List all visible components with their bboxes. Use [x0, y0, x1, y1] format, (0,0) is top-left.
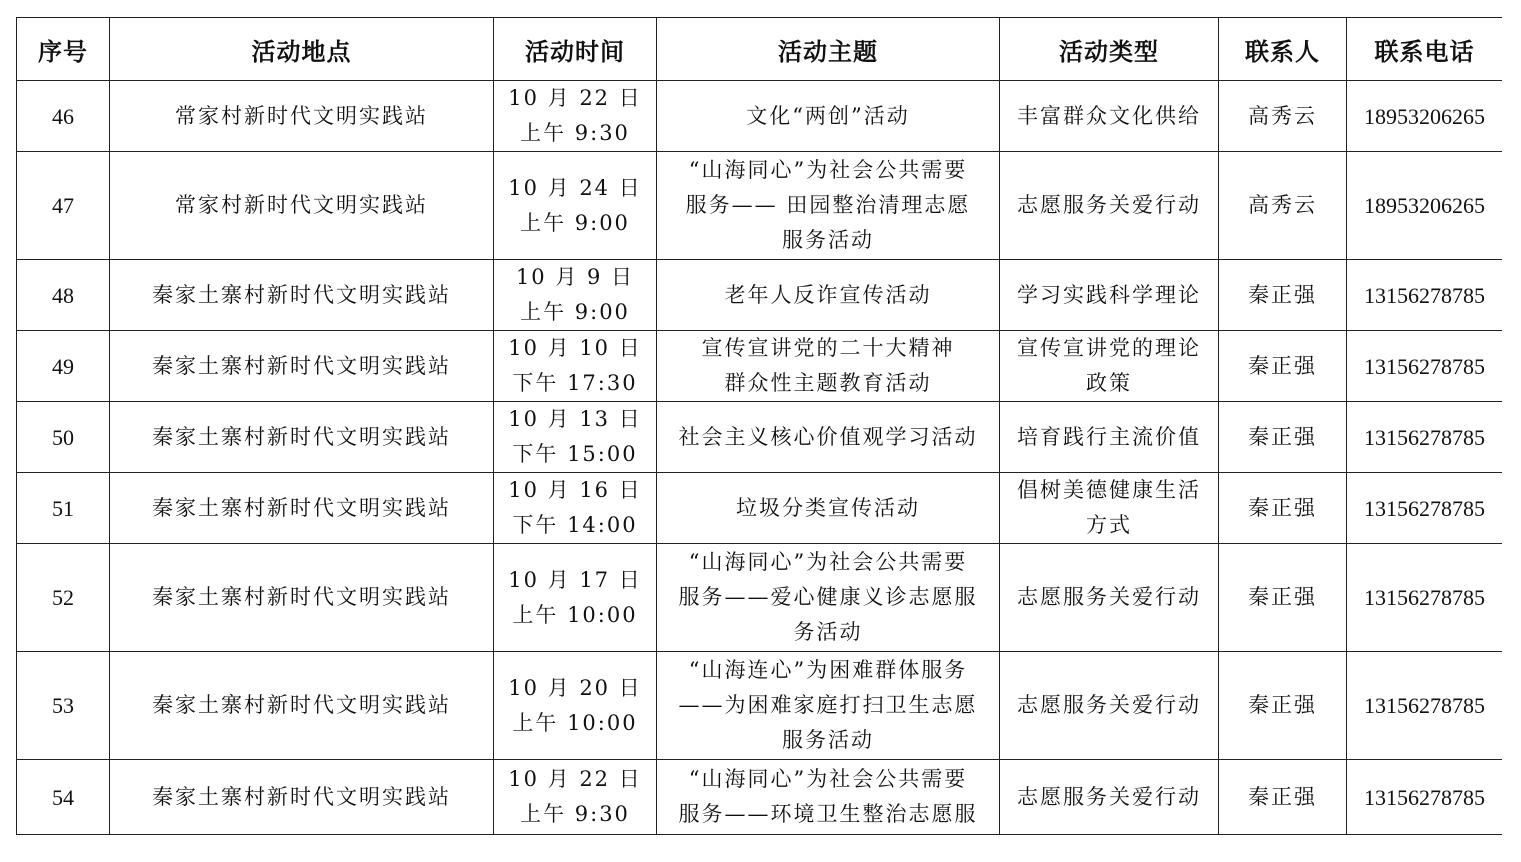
- clock-text: 上午 9:00: [520, 300, 630, 324]
- theme-line: 务活动: [793, 620, 863, 644]
- phone-cell: 13156278785: [1347, 402, 1503, 473]
- time-cell: [494, 402, 657, 473]
- type-cell: [1000, 402, 1219, 473]
- header-contact-phone: 联系电话: [1347, 18, 1503, 81]
- clock-text: 下午 14:00: [512, 513, 638, 537]
- contact-cell: 秦正强: [1219, 760, 1347, 835]
- phone-cell: 13156278785: [1347, 260, 1503, 331]
- serial-number-cell: 50: [17, 402, 110, 473]
- location-cell: 秦家土寨村新时代文明实践站: [110, 331, 494, 402]
- serial-number-cell: 46: [17, 81, 110, 152]
- clock-text: 上午 10:00: [512, 602, 638, 627]
- theme-line: 服务—— 田园整治清理志愿: [685, 193, 971, 217]
- theme-line: 服务活动: [782, 228, 874, 252]
- serial-number-cell: 52: [17, 544, 110, 652]
- type-line: 宣传宣讲党的理论: [1017, 336, 1201, 360]
- table-row: [17, 81, 1503, 152]
- type-cell: [1000, 331, 1219, 402]
- phone-cell: 13156278785: [1347, 652, 1503, 760]
- table-row: [17, 152, 1503, 260]
- table-row: [17, 473, 1503, 544]
- date-text: 10 月 17 日: [508, 567, 642, 592]
- contact-cell: 高秀云: [1219, 152, 1347, 260]
- activity-schedule-page: [16, 17, 1502, 862]
- location-cell: 秦家土寨村新时代文明实践站: [110, 260, 494, 331]
- theme-cell: [657, 81, 1000, 152]
- table-row: [17, 260, 1503, 331]
- type-cell: [1000, 473, 1219, 544]
- serial-number-cell: 53: [17, 652, 110, 760]
- theme-cell: [657, 760, 1000, 835]
- date-text: 10 月 22 日: [508, 767, 642, 791]
- date-text: 10 月 16 日: [508, 478, 642, 502]
- theme-line: “山海同心”为社会公共需要: [688, 158, 968, 182]
- header-activity-type: 活动类型: [1000, 18, 1219, 81]
- contact-cell: 秦正强: [1219, 544, 1347, 652]
- theme-line: 社会主义核心价值观学习活动: [678, 424, 978, 449]
- location-cell: 秦家土寨村新时代文明实践站: [110, 402, 494, 473]
- phone-cell: 18953206265: [1347, 81, 1503, 152]
- time-cell: [494, 544, 657, 652]
- type-line: 志愿服务关爱行动: [1017, 693, 1201, 717]
- type-cell: [1000, 544, 1219, 652]
- clock-text: 下午 17:30: [512, 371, 638, 395]
- date-text: 10 月 9 日: [515, 265, 635, 289]
- phone-cell: 13156278785: [1347, 331, 1503, 402]
- contact-cell: 秦正强: [1219, 331, 1347, 402]
- header-activity-theme: 活动主题: [657, 18, 1000, 81]
- header-activity-location: 活动地点: [110, 18, 494, 81]
- type-cell: [1000, 760, 1219, 835]
- date-text: 10 月 22 日: [508, 86, 642, 110]
- type-line: 学习实践科学理论: [1017, 282, 1201, 307]
- serial-number-cell: 49: [17, 331, 110, 402]
- clock-text: 下午 15:00: [512, 442, 638, 466]
- theme-line: 宣传宣讲党的二十大精神: [701, 336, 955, 360]
- type-line: 志愿服务关爱行动: [1017, 784, 1201, 809]
- table-header-row: [17, 18, 1503, 81]
- location-cell: 秦家土寨村新时代文明实践站: [110, 544, 494, 652]
- theme-cell: [657, 402, 1000, 473]
- serial-number-cell: 54: [17, 760, 110, 835]
- time-cell: [494, 81, 657, 152]
- theme-line: “山海同心”为社会公共需要: [688, 767, 968, 791]
- location-cell: 常家村新时代文明实践站: [110, 81, 494, 152]
- theme-line: 老年人反诈宣传活动: [724, 282, 932, 307]
- clock-text: 上午 10:00: [512, 710, 638, 735]
- serial-number-cell: 51: [17, 473, 110, 544]
- serial-number-cell: 48: [17, 260, 110, 331]
- phone-cell: 13156278785: [1347, 760, 1503, 835]
- time-cell: [494, 652, 657, 760]
- table-row: [17, 331, 1503, 402]
- contact-cell: 秦正强: [1219, 260, 1347, 331]
- time-cell: [494, 331, 657, 402]
- theme-line: 服务活动: [782, 728, 874, 752]
- table-row: [17, 402, 1503, 473]
- location-cell: 秦家土寨村新时代文明实践站: [110, 652, 494, 760]
- activity-schedule-table: [16, 17, 1502, 835]
- table-row: [17, 544, 1503, 652]
- type-cell: [1000, 81, 1219, 152]
- table-row: [17, 652, 1503, 760]
- location-cell: 常家村新时代文明实践站: [110, 152, 494, 260]
- theme-cell: [657, 652, 1000, 760]
- time-cell: [494, 260, 657, 331]
- contact-cell: 秦正强: [1219, 652, 1347, 760]
- time-cell: [494, 473, 657, 544]
- theme-line: 服务——环境卫生整治志愿服: [678, 802, 978, 826]
- type-cell: [1000, 260, 1219, 331]
- clock-text: 上午 9:00: [520, 210, 630, 235]
- theme-cell: [657, 260, 1000, 331]
- theme-line: 群众性主题教育活动: [724, 371, 932, 395]
- type-line: 志愿服务关爱行动: [1017, 585, 1201, 609]
- header-serial-number: 序号: [17, 18, 110, 81]
- contact-cell: 高秀云: [1219, 81, 1347, 152]
- location-cell: 秦家土寨村新时代文明实践站: [110, 760, 494, 835]
- theme-line: “山海连心”为困难群体服务: [688, 658, 968, 682]
- clock-text: 上午 9:30: [520, 121, 630, 145]
- date-text: 10 月 20 日: [508, 675, 642, 700]
- type-cell: [1000, 152, 1219, 260]
- type-line: 政策: [1086, 371, 1132, 395]
- location-cell: 秦家土寨村新时代文明实践站: [110, 473, 494, 544]
- type-line: 志愿服务关爱行动: [1017, 193, 1201, 217]
- serial-number-cell: 47: [17, 152, 110, 260]
- time-cell: [494, 760, 657, 835]
- type-line: 丰富群众文化供给: [1017, 103, 1201, 128]
- phone-cell: 13156278785: [1347, 544, 1503, 652]
- table-row: [17, 760, 1503, 835]
- contact-cell: 秦正强: [1219, 473, 1347, 544]
- theme-cell: [657, 544, 1000, 652]
- type-line: 方式: [1086, 513, 1132, 537]
- phone-cell: 18953206265: [1347, 152, 1503, 260]
- type-cell: [1000, 652, 1219, 760]
- theme-cell: [657, 473, 1000, 544]
- header-contact-person: 联系人: [1219, 18, 1347, 81]
- theme-cell: [657, 152, 1000, 260]
- date-text: 10 月 10 日: [508, 336, 642, 360]
- theme-line: “山海同心”为社会公共需要: [688, 550, 968, 574]
- type-line: 培育践行主流价值: [1017, 424, 1201, 449]
- header-activity-time: 活动时间: [494, 18, 657, 81]
- time-cell: [494, 152, 657, 260]
- theme-line: 垃圾分类宣传活动: [736, 495, 920, 520]
- theme-line: ——为困难家庭打扫卫生志愿: [678, 693, 978, 717]
- theme-cell: [657, 331, 1000, 402]
- type-line: 倡树美德健康生活: [1017, 478, 1201, 502]
- phone-cell: 13156278785: [1347, 473, 1503, 544]
- theme-line: 服务——爱心健康义诊志愿服: [678, 585, 978, 609]
- theme-line: 文化“两创”活动: [746, 103, 910, 128]
- contact-cell: 秦正强: [1219, 402, 1347, 473]
- date-text: 10 月 24 日: [508, 175, 642, 200]
- date-text: 10 月 13 日: [508, 407, 642, 431]
- clock-text: 上午 9:30: [520, 802, 630, 826]
